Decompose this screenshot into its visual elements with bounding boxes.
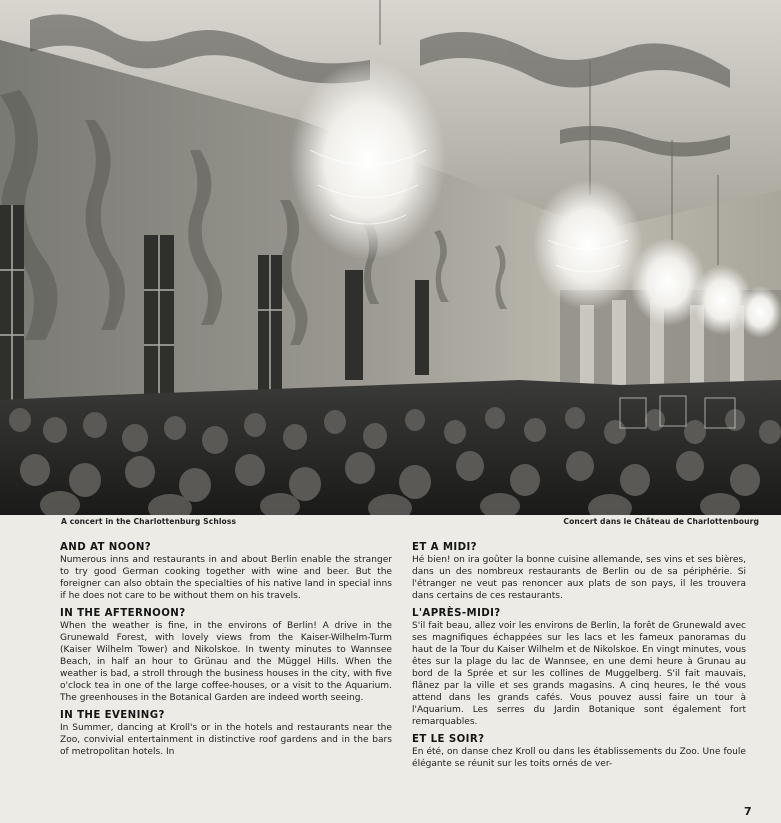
section-heading: AND AT NOON? bbox=[60, 542, 152, 553]
section-heading: IN THE AFTERNOON? bbox=[60, 608, 186, 619]
section-text: En été, on danse chez Kroll ou dans les établissements du Zoo. Une foule élégante se réunit sur les toits ornés de ver- bbox=[412, 747, 746, 769]
page-number: 7 bbox=[744, 805, 752, 818]
section-text: Numerous inns and restaurants in and about Berlin enable the stranger to try good German cooking together with wine and beer. But the foreigner can also obtain the specialties of his native land in special inns if he does not care to be without them on his travels. bbox=[60, 555, 392, 601]
caption-english: A concert in the Charlottenburg Schloss bbox=[61, 517, 237, 526]
section-heading: IN THE EVENING? bbox=[60, 710, 165, 721]
section-heading: ET LE SOIR? bbox=[412, 734, 485, 745]
section-heading: L'APRÈS-MIDI? bbox=[412, 608, 501, 619]
french-column bbox=[412, 541, 746, 775]
english-column bbox=[60, 541, 392, 763]
section-text: Hé bien! on ira goûter la bonne cuisine allemande, ses vins et ses bières, dans un des nombreux restaurants de Berlin ou de sa périphérie. Si l'étranger ne veut pas renoncer aux plats de son pays, il les trouvera dans certains de ces restaurants. bbox=[412, 555, 746, 601]
section-heading: ET A MIDI? bbox=[412, 542, 477, 553]
caption-french: Concert dans le Château de Charlottenbourg bbox=[563, 517, 759, 526]
section-text: S'il fait beau, allez voir les environs de Berlin, la forêt de Grunewald avec ses magnifiques échappées sur les lacs et les fameux panoramas du haut de la Tour du Kaiser Wilhelm et de Nikolskoe. En vingt minutes, vous êtes sur la plage du lac de Wannsee, en une demi heure à Grunau au bord de la Sprée et sur les collines de Muggelberg. S'il fait mauvais, flânez par la ville et ses grands magasins. A cinq heures, le thé vous attend dans les grands cafés. Vous pouvez aussi faire un tour à l'Aquarium. Les serres du Jardin Botanique sont également fort remarquables. bbox=[412, 621, 746, 727]
section-text: In Summer, dancing at Kroll's or in the hotels and restaurants near the Zoo, convivial entertainment in distinctive roof gardens and in the bars of metropolitan hotels. In bbox=[60, 723, 392, 757]
section-text: When the weather is fine, in the environs of Berlin! A drive in the Grunewald Forest, with lovely views from the Kaiser-Wilhelm-Turm (Kaiser Wilhelm Tower) and Nikolskoe. In twenty minutes to Wannsee Beach, in half an hour to Grünau and the Müggel Hills. When the weather is bad, a stroll through the business houses in the city, with five o'clock tea in one of the large coffee-houses, or a visit to the Aquarium. The greenhouses in the Botanical Garden are indeed worth seeing. bbox=[60, 621, 392, 703]
